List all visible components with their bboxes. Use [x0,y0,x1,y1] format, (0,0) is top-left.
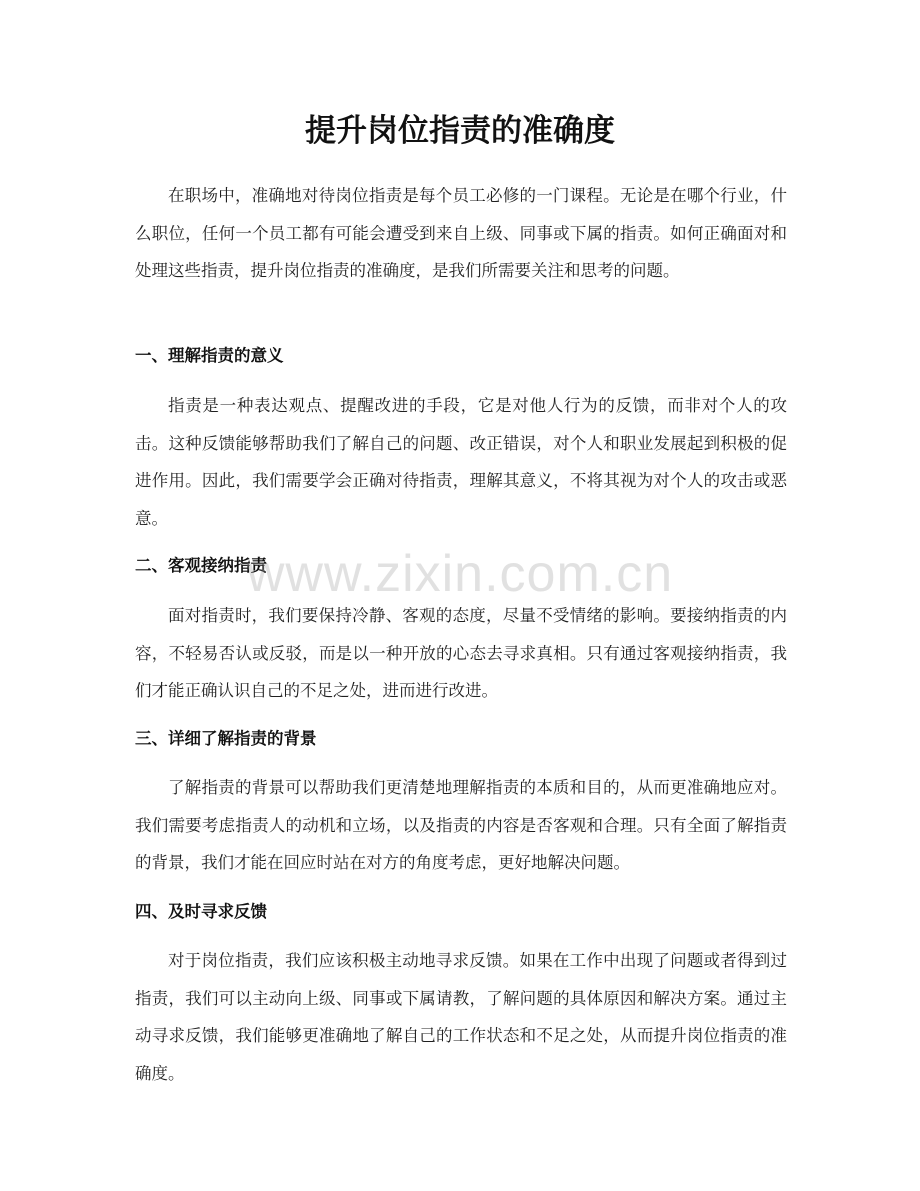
section-heading-1: 一、理解指责的意义 [135,346,284,365]
document-title: 提升岗位指责的准确度 [305,113,615,149]
section-heading-4: 四、及时寻求反馈 [135,902,267,921]
section-body-2: 面对指责时，我们要保持冷静、客观的态度，尽量不受情绪的影响。要接纳指责的内容，不轻易否认或反驳，而是以一种开放的心态去寻求真相。只有通过客观接纳指责，我们才能正确认识自己的不足之处，进而进行改进。 [135,606,787,700]
section-heading-2: 二、客观接纳指责 [135,556,267,575]
section-body-4: 对于岗位指责，我们应该积极主动地寻求反馈。如果在工作中出现了问题或者得到过指责，我们可以主动向上级、同事或下属请教，了解问题的具体原因和解决方案。通过主动寻求反馈，我们能够更准确地了解自己的工作状态和不足之处，从而提升岗位指责的准确度。 [135,951,787,1083]
section-body-1: 指责是一种表达观点、提醒改进的手段，它是对他人行为的反馈，而非对个人的攻击。这种反馈能够帮助我们了解自己的问题、改正错误，对个人和职业发展起到积极的促进作用。因此，我们需要学会正确对待指责，理解其意义，不将其视为对个人的攻击或恶意。 [135,396,787,528]
intro-paragraph: 在职场中，准确地对待岗位指责是每个员工必修的一门课程。无论是在哪个行业，什么职位，任何一个员工都有可能会遭受到来自上级、同事或下属的指责。如何正确面对和处理这些指责，提升岗位指责的准确度，是我们所需要关注和思考的问题。 [135,186,787,280]
section-body-3: 了解指责的背景可以帮助我们更清楚地理解指责的本质和目的，从而更准确地应对。我们需要考虑指责人的动机和立场，以及指责的内容是否客观和合理。只有全面了解指责的背景，我们才能在回应时站在对方的角度考虑，更好地解决问题。 [135,778,787,872]
watermark: www.zixin.com.cn [246,545,674,603]
section-heading-3: 三、详细了解指责的背景 [135,729,317,748]
